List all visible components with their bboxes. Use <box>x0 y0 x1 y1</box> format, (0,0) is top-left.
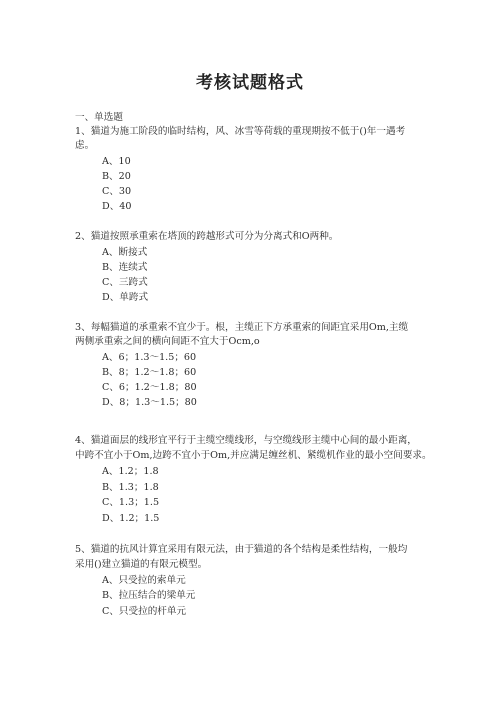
question-1-option-a: A、10 <box>102 156 131 167</box>
question-1-option-b: B、20 <box>102 171 131 182</box>
question-2-option-c: C、三跨式 <box>102 277 148 288</box>
question-5-option-b: B、拉压结合的梁单元 <box>102 590 196 601</box>
section-heading: 一、单选题 <box>75 112 123 123</box>
question-4-line-2: 中跨不宜小于Om,边跨不宜小于Om,并应满足缠丝机、紧缆机作业的最小空间要求。 <box>75 450 432 461</box>
question-2-line-1: 2、猫道按照承重索在塔顶的跨越形式可分为分离式和O两种。 <box>75 231 339 242</box>
question-1-line-1: 1、猫道为施工阶段的临时结构，风、冰雪等荷载的重现期按不低于()年一遇考 <box>75 126 406 137</box>
question-1-option-c: C、30 <box>102 186 132 197</box>
question-3-option-a: A、6；1.3～1.5；60 <box>102 352 197 363</box>
question-4-option-c: C、1.3；1.5 <box>102 497 160 508</box>
question-1-line-2: 虑。 <box>75 140 95 151</box>
question-3-option-b: B、8；1.2～1.8；60 <box>102 367 197 378</box>
question-3-option-c: C、6；1.2～1.8；80 <box>102 382 197 393</box>
question-3-line-1: 3、每幅猫道的承重索不宜少于。根，主缆正下方承重索的间距宜采用Om,主缆 <box>75 322 409 333</box>
question-2-option-a: A、断接式 <box>102 247 148 258</box>
question-4-line-1: 4、猫道面层的线形宜平行于主缆空缆线形，与空缆线形主缆中心间的最小距离， <box>75 435 417 446</box>
page-title: 考核试题格式 <box>196 73 304 93</box>
question-3-option-d: D、8；1.3～1.5；80 <box>102 397 197 408</box>
question-2-option-b: B、连续式 <box>102 262 148 273</box>
question-1-option-d: D、40 <box>102 201 132 212</box>
question-5-line-2: 采用()建立猫道的有限元模型。 <box>75 559 208 570</box>
question-3-line-2: 两侧承重索之间的横向间距不宜大于Ocm,o <box>75 336 260 347</box>
question-4-option-d: D、1.2；1.5 <box>102 513 160 524</box>
question-4-option-a: A、1.2；1.8 <box>102 466 159 477</box>
question-5-line-1: 5、猫道的抗风计算宜采用有限元法，由于猫道的各个结构是柔性结构，一般均 <box>75 544 408 555</box>
question-2-option-d: D、单跨式 <box>102 292 149 303</box>
question-4-option-b: B、1.3；1.8 <box>102 482 159 493</box>
question-5-option-a: A、只受拉的索单元 <box>102 575 186 586</box>
question-5-option-c: C、只受拉的杆单元 <box>102 606 187 617</box>
